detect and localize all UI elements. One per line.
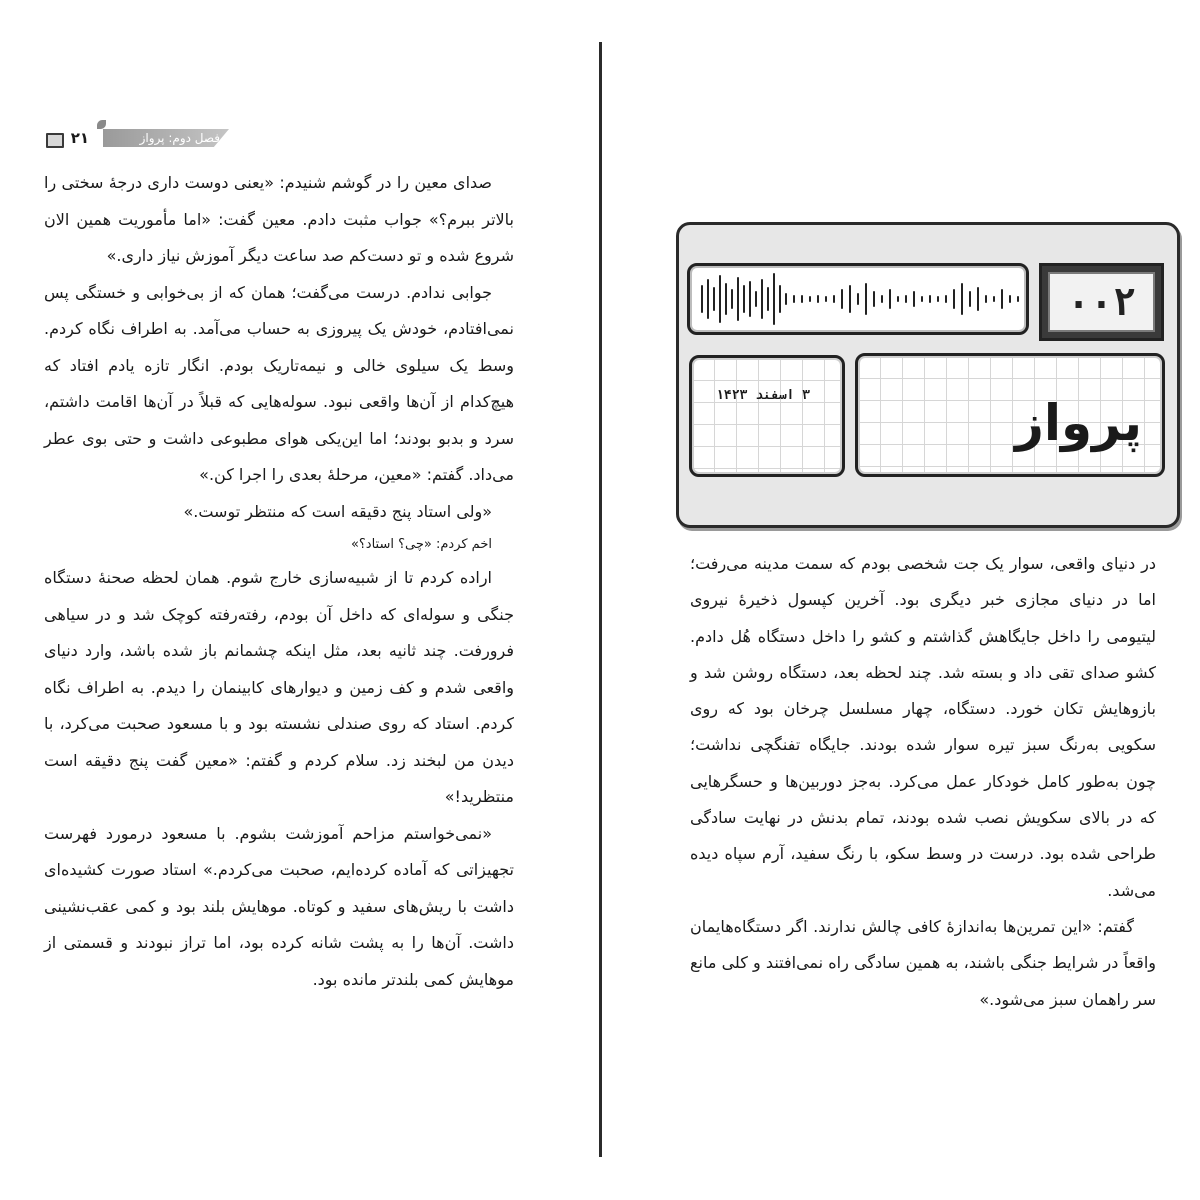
waveform-icon bbox=[690, 266, 1026, 332]
counter-display bbox=[1039, 263, 1164, 341]
left-body-text bbox=[44, 165, 514, 998]
date-text: ۳ اسفند ۱۴۲۳ bbox=[716, 388, 810, 403]
paragraph: گفتم: «این تمرین‌ها به‌اندازهٔ کافی چالش ندارند. اگر دستگاه‌هایمان واقعاً در شرایط جنگی باشند، به همین سادگی راه نمی‌افتند و کلی مانع سر راهمان سبز می‌شود.» bbox=[690, 916, 1156, 1009]
right-body-text bbox=[690, 546, 1156, 1018]
paragraph: «نمی‌خواستم مزاحم آموزشت بشوم. با مسعود درمورد فهرست تجهیزاتی که آماده کرده‌ایم، صحبت می‌کردم.» استاد صورت کشیده‌ای داشت با ریش‌های سفید و کوتاه. موهایش بلند بود و کمی عقب‌نشینی داشت. آن‌ها را به پشت شانه کرده بود، اما تراز نبودند و قسمتی از موهایش کمی بلندتر مانده بود. bbox=[44, 823, 514, 989]
paragraph: «ولی استاد پنج دقیقه است که منتظر توست.» bbox=[183, 501, 492, 521]
paragraph: صدای معین را در گوشم شنیدم: «یعنی دوست داری درجهٔ سختی را بالاتر ببرم؟» جواب مثبت دادم. معین گفت: «اما مأموریت همین الان شروع شده و تو دست‌کم صد ساعت دیگر آموزش نیاز داری.» bbox=[44, 173, 514, 265]
waveform-panel bbox=[687, 263, 1029, 335]
paragraph: اخم کردم: «چی؟ استاد؟» bbox=[350, 537, 492, 552]
left-page bbox=[44, 118, 514, 998]
title-panel bbox=[855, 353, 1165, 477]
illustration-title: پرواز bbox=[1015, 394, 1142, 452]
counter-value: ۰۰۲ bbox=[1048, 272, 1155, 332]
recorder-illustration bbox=[676, 222, 1180, 528]
paragraph: جوابی ندادم. درست می‌گفت؛ همان که از بی‌خوابی و خستگی پس نمی‌افتادم، خودش یک پیروزی به حساب می‌آمد. به اطراف نگاه کردم. وسط یک سیلوی خالی و نیمه‌تاریک بودم. انگار تازه یادم افتاد که هیچ‌کدام از آن‌ها واقعی نبود. سوله‌هایی که قبلاً در آن‌ها اقامت داشتم، سرد و بدبو بودند؛ اما این‌یکی هوای مطبوعی داشت و حتی بوی عطر می‌داد. گفتم: «معین، مرحلهٔ بعدی را اجرا کن.» bbox=[44, 282, 514, 484]
leaf-icon bbox=[97, 120, 106, 129]
chapter-title: فصل دوم: پرواز bbox=[139, 131, 220, 145]
paragraph: اراده کردم تا از شبیه‌سازی خارج شوم. همان لحظه صحنهٔ دستگاه جنگی و سوله‌ای که داخل آن بودم، رفته‌رفته کوچک شد و در سیاهی فرورفت. چند ثانیه بعد، مثل اینکه چشمانم باز شده باشد، وارد دنیای واقعی شدم و کف زمین و دیوارهای کابینمان را دیدم. به اطراف نگاه کردم. استاد که روی صندلی نشسته بود و با مسعود صحبت می‌کرد، با دیدن من لبخند زد. سلام کردم و گفتم: «معین گفت پنج دقیقه است منتظرید!» bbox=[44, 568, 514, 806]
page-number: ۲۱ bbox=[70, 129, 89, 147]
paragraph: در دنیای واقعی، سوار یک جت شخصی بودم که سمت مدینه می‌رفت؛ اما در دنیای مجازی خبر دیگری بود. آخرین کپسول ذخیرهٔ نیروی لیتیومی را داخل جایگاهش گذاشتم و کشو را داخل دستگاه هُل دادم. کشو صدای تقی داد و بسته شد. چند لحظه بعد، دستگاه روشن شد و بازوهایش تکان خورد. دستگاه، چهار مسلسل چرخان بود که روی سکویی به‌رنگ سبز تیره سوار شده بودند. جایگاه تفنگچی نداشت؛ چون به‌طور کامل خودکار عمل می‌کرد. به‌جز دوربین‌ها و حسگرهایی که در بالای سکویش نصب شده بودند، تمام بدنش در نهایت سادگی طراحی شده بود. درست در وسط سکو، با رنگ سفید، آرم سپاه دیده می‌شد. bbox=[690, 554, 1156, 900]
page-spine bbox=[599, 42, 602, 1157]
book-icon bbox=[46, 133, 64, 148]
date-panel bbox=[689, 355, 845, 477]
page-header bbox=[44, 118, 514, 158]
